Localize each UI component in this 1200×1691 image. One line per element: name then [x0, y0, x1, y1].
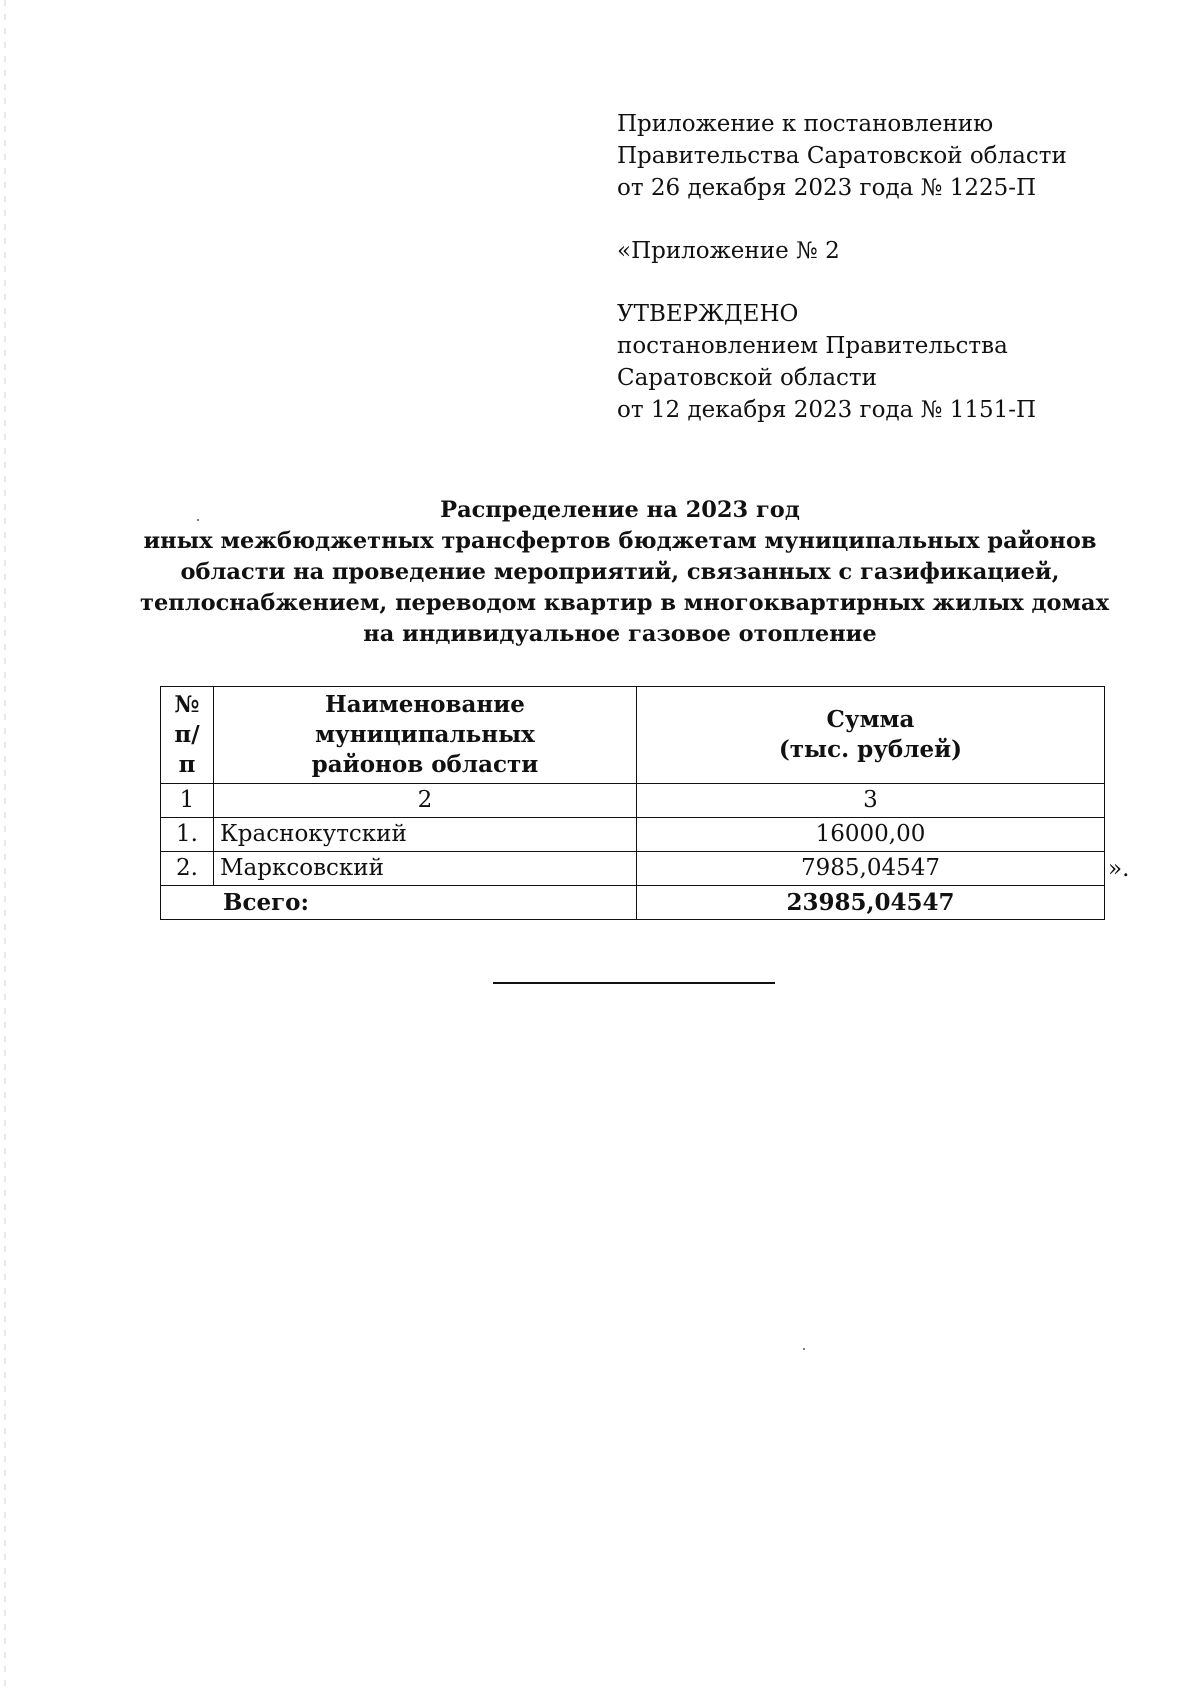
total-row	[161, 886, 1105, 920]
row-num: 2.	[161, 852, 214, 886]
title-line: области на проведение мероприятий, связанных с газификацией,	[180, 559, 1060, 585]
row-district: Краснокутский	[214, 818, 637, 852]
title-line: теплоснабжением, переводом квартир в многоквартирных жилых домах	[140, 590, 1110, 616]
title-line: Распределение на 2023 год	[440, 497, 800, 523]
scan-edge-artifact	[4, 0, 6, 1691]
table-row	[161, 818, 1105, 852]
row-sum: 7985,04547	[637, 852, 1105, 886]
closing-quote: ».	[1108, 856, 1130, 882]
column-number-row	[161, 784, 1105, 818]
signature-line	[493, 982, 775, 984]
title-line: на индивидуальное газовое отопление	[363, 621, 877, 647]
column-number: 3	[637, 784, 1105, 818]
total-label: Всего:	[161, 886, 637, 920]
header-num: № п/п	[161, 687, 214, 784]
appendix-number: «Приложение № 2	[617, 238, 840, 264]
annex-line: от 26 декабря 2023 года № 1225-П	[617, 175, 1037, 201]
distribution-table	[160, 686, 1105, 920]
approved-line: от 12 декабря 2023 года № 1151-П	[617, 397, 1037, 423]
total-sum: 23985,04547	[637, 886, 1105, 920]
row-sum: 16000,00	[637, 818, 1105, 852]
title-line: иных межбюджетных трансфертов бюджетам муниципальных районов	[143, 528, 1097, 554]
document-header	[617, 108, 1067, 426]
approved-line: Саратовской области	[617, 365, 877, 391]
approved-line: постановлением Правительства	[617, 333, 1008, 359]
header-sum: Сумма (тыс. рублей)	[637, 687, 1105, 784]
row-num: 1.	[161, 818, 214, 852]
annex-line: Приложение к постановлению	[617, 111, 994, 137]
row-district: Марксовский	[214, 852, 637, 886]
scan-speck	[803, 1348, 805, 1350]
annex-line: Правительства Саратовской области	[617, 143, 1067, 169]
column-number: 1	[161, 784, 214, 818]
table-header-row	[161, 687, 1105, 784]
column-number: 2	[214, 784, 637, 818]
header-name: Наименование муниципальных районов области	[214, 687, 637, 784]
table-row	[161, 852, 1105, 886]
scan-speck	[197, 519, 199, 521]
approved-label: УТВЕРЖДЕНО	[617, 301, 799, 327]
document-title	[140, 495, 1110, 650]
